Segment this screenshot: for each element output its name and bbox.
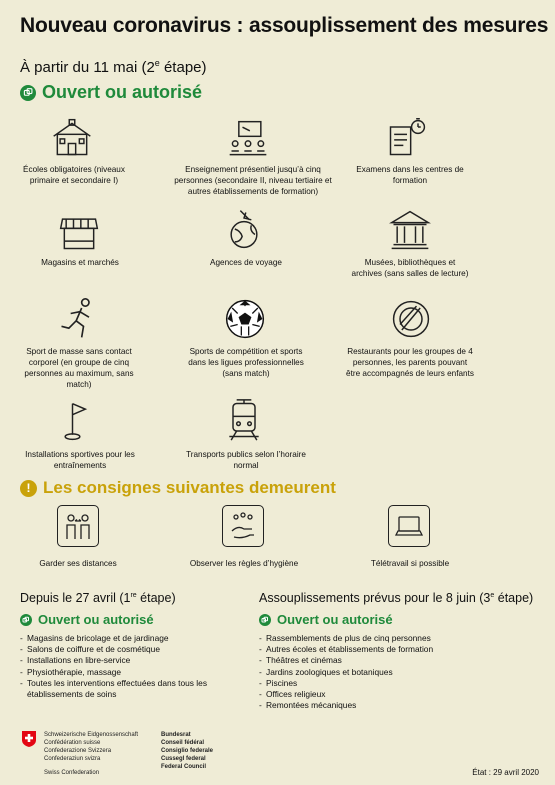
open-label-9: Restaurants pour les groupes de 4 personnes, les parents pouvant être accompagnés de leurs enfants [346, 347, 474, 378]
list-item: - Toutes les interventions effectuées dans tous les établissements de soins [20, 678, 220, 700]
stage-heading: À partir du 11 mai (2e étape) [20, 58, 207, 76]
market-stall-icon [57, 210, 101, 254]
page-title: Nouveau coronavirus : assouplissement des mesures [20, 14, 549, 37]
museum-icon [388, 208, 432, 252]
open-label-5: Agences de voyage [210, 258, 282, 267]
list-item: - Offices religieux [259, 689, 529, 700]
stage3-heading: Assouplissements prévus pour le 8 juin (3e étape) [259, 591, 534, 605]
stage1-list [20, 633, 220, 700]
open-heading: Ouvert ou autorisé [20, 82, 202, 103]
flag-icon [56, 400, 100, 444]
list-item: - Jardins zoologiques et botaniques [259, 667, 529, 678]
rule-label-1: Garder ses distances [39, 559, 117, 568]
open-label-2: Enseignement présentiel jusqu’à cinq personnes (secondaire II, niveau tertiaire et autres établissements de formation) [174, 165, 332, 196]
confederation-names: Schweizerische Eidgenossenschaft Confédération suisse Confederazione Svizzera Confederaziun svizra [44, 732, 139, 762]
distance-icon [57, 505, 99, 547]
list-item: - Remontées mécaniques [259, 700, 529, 711]
open-label-7: Sport de masse sans contact corporel (en groupe de cinq personnes au maximum, sans match) [24, 347, 134, 389]
list-item: - Salons de coiffure et de cosmétique [20, 644, 220, 655]
open-label-8: Sports de compétition et sports dans les ligues professionnelles (sans match) [188, 347, 304, 378]
open-check-icon [20, 85, 36, 101]
exam-icon [385, 116, 429, 160]
stage1-open-heading: Ouvert ou autorisé [20, 612, 154, 627]
travel-globe-icon [222, 207, 266, 251]
list-item: - Théâtres et cinémas [259, 655, 529, 666]
state-date: État : 29 avril 2020 [472, 768, 539, 777]
list-item: - Physiothérapie, massage [20, 667, 220, 678]
stage3-open-heading: Ouvert ou autorisé [259, 612, 393, 627]
list-item: - Rassemblements de plus de cinq personnes [259, 633, 529, 644]
federal-council-names: Bundesrat Conseil fédéral Consiglio federale Cussegl federal Federal Council [161, 732, 214, 770]
stage3-list [259, 633, 529, 711]
open-label-6: Musées, bibliothèques et archives (sans salles de lecture) [351, 258, 469, 278]
classroom-icon [226, 118, 270, 162]
restaurant-icon [389, 297, 433, 341]
laptop-icon [388, 505, 430, 547]
rules-heading: ! Les consignes suivantes demeurent [20, 478, 336, 498]
open-label-11: Transports publics selon l’horaire normal [186, 450, 306, 470]
running-person-icon [56, 297, 100, 341]
swiss-confederation: Swiss Confederation [44, 770, 100, 776]
stage1-check-icon [20, 614, 32, 626]
open-label-1: Écoles obligatoires (niveaux primaire et secondaire I) [23, 165, 125, 185]
swiss-coat-of-arms-logo [22, 731, 36, 747]
open-label-4: Magasins et marchés [41, 258, 119, 267]
school-icon [50, 116, 94, 160]
list-item: - Autres écoles et établissements de formation [259, 644, 529, 655]
stage3-check-icon [259, 614, 271, 626]
list-item: - Magasins de bricolage et de jardinage [20, 633, 220, 644]
rule-label-3: Télétravail si possible [370, 559, 450, 568]
hand-washing-icon [222, 505, 264, 547]
tram-icon [222, 398, 266, 442]
list-item: - Piscines [259, 678, 529, 689]
rule-label-2: Observer les règles d’hygiène [189, 559, 299, 568]
open-label-3: Examens dans les centres de formation [356, 165, 464, 185]
open-label-10: Installations sportives pour les entraînements [25, 450, 135, 470]
football-icon [223, 297, 267, 341]
warning-icon: ! [20, 480, 37, 497]
list-item: - Installations en libre-service [20, 655, 220, 666]
stage1-heading: Depuis le 27 avril (1re étape) [20, 591, 176, 605]
